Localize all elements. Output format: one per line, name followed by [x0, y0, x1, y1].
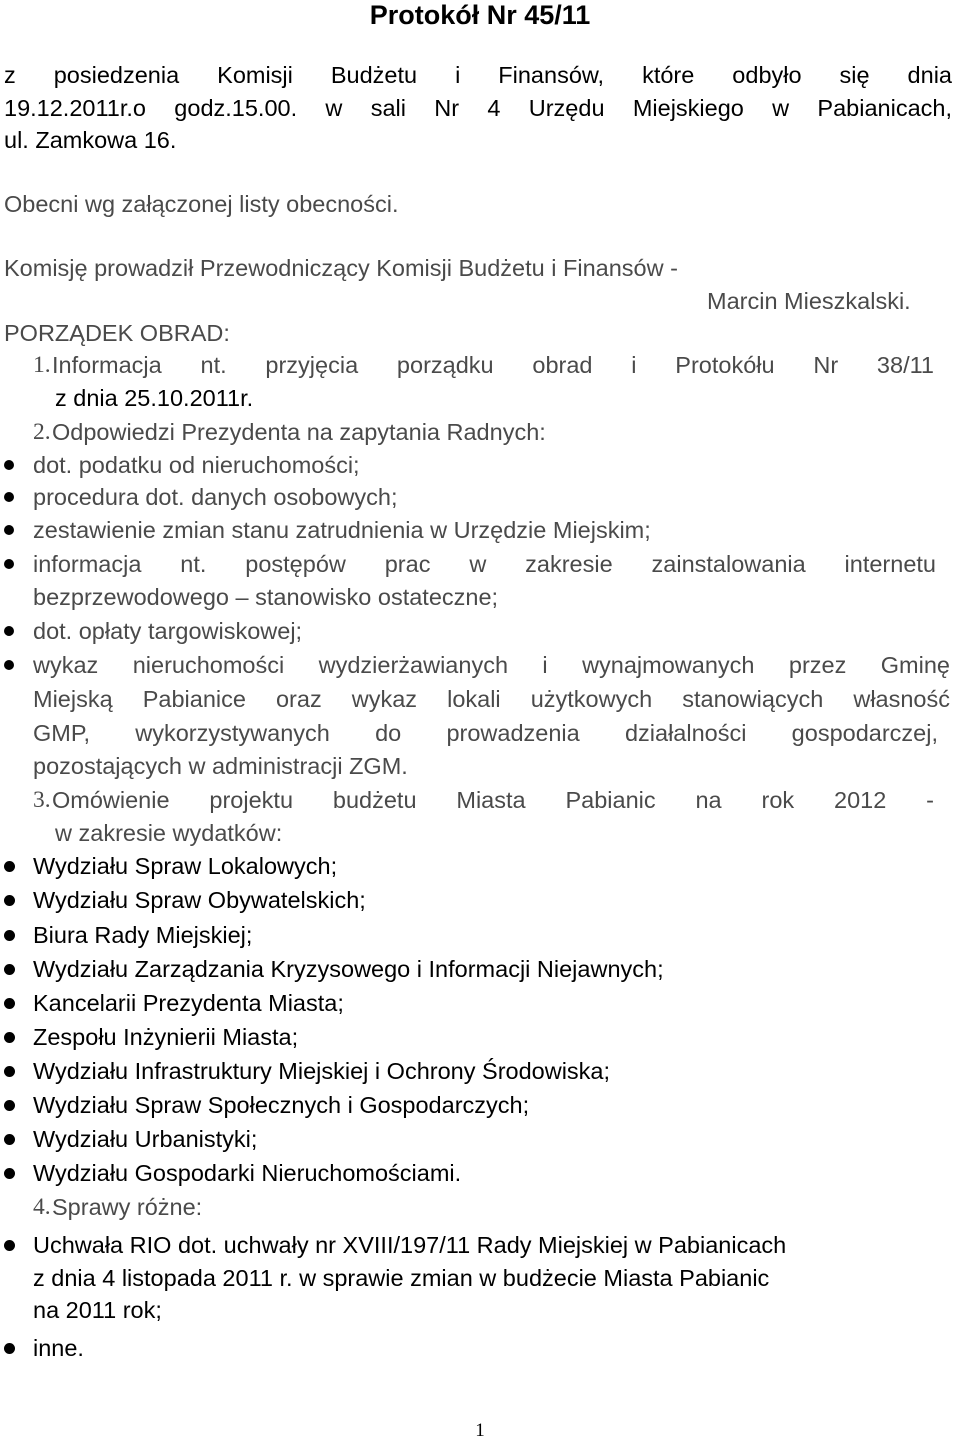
bullet-icon	[4, 660, 14, 670]
bullet-icon	[4, 1168, 15, 1179]
item-3-bullet-7: Wydziału Infrastruktury Miejskiej i Ochrony Środowiska;	[33, 1058, 611, 1084]
item-1-number: 1.	[33, 352, 51, 378]
intro-line-3: ul. Zamkowa 16.	[4, 127, 177, 153]
item-3-line-1: Omówienie projektu budżetu Miasta Pabianic na rok 2012 -	[52, 787, 934, 813]
item-2-bullet-4-line-1: informacja nt. postępów prac w zakresie zainstalowania internetu	[33, 551, 936, 577]
page-title: Protokół Nr 45/11	[369, 0, 591, 30]
item-4-bullet-1-line-3: na 2011 rok;	[33, 1297, 162, 1323]
item-2-bullet-2: procedura dot. danych osobowych;	[33, 484, 398, 510]
item-3-bullet-9: Wydziału Urbanistyki;	[33, 1126, 258, 1152]
bullet-icon	[4, 525, 14, 535]
chair-name: Marcin Mieszkalski.	[707, 288, 911, 314]
item-3-line-2: w zakresie wydatków:	[55, 820, 283, 846]
item-3-bullet-8: Wydziału Spraw Społecznych i Gospodarczych;	[33, 1092, 530, 1118]
intro-line-1: z posiedzenia Komisji Budżetu i Finansów, które odbyło się dnia	[4, 62, 952, 88]
bullet-icon	[4, 1066, 15, 1077]
item-2-bullet-1: dot. podatku od nieruchomości;	[33, 452, 360, 478]
item-4-heading: Sprawy różne:	[52, 1194, 203, 1220]
item-2-bullet-6-line-2: Miejską Pabianice oraz wykaz lokali użytkowych stanowiących własność	[33, 686, 950, 712]
item-4-bullet-1-line-1: Uchwała RIO dot. uchwały nr XVIII/197/11 Rady Miejskiej w Pabianicach	[33, 1232, 787, 1258]
item-2-heading: Odpowiedzi Prezydenta na zapytania Radnych:	[52, 419, 546, 445]
bullet-icon	[4, 861, 15, 872]
item-2-bullet-6-line-1: wykaz nieruchomości wydzierżawianych i wynajmowanych przez Gminę	[33, 652, 950, 678]
item-4-bullet-2: inne.	[33, 1335, 84, 1361]
item-2-bullet-6-line-3: GMP, wykorzystywanych do prowadzenia działalności gospodarczej,	[33, 720, 938, 746]
item-2-bullet-4-line-2: bezprzewodowego – stanowisko ostateczne;	[33, 584, 499, 610]
item-1-line-1: Informacja nt. przyjęcia porządku obrad i Protokółu Nr 38/11	[52, 352, 934, 378]
bullet-icon	[4, 460, 14, 470]
bullet-icon	[4, 1032, 15, 1043]
chair-line-1: Komisję prowadził Przewodniczący Komisji Budżetu i Finansów -	[4, 255, 678, 281]
item-3-bullet-5: Kancelarii Prezydenta Miasta;	[33, 990, 344, 1016]
intro-line-2: 19.12.2011r.o godz.15.00. w sali Nr 4 Urzędu Miejskiego w Pabianicach,	[4, 95, 952, 121]
item-3-bullet-6: Zespołu Inżynierii Miasta;	[33, 1024, 299, 1050]
bullet-icon	[4, 626, 14, 636]
bullet-icon	[4, 964, 15, 975]
bullet-icon	[4, 998, 15, 1009]
bullet-icon	[4, 1100, 15, 1111]
item-2-bullet-5: dot. opłaty targowiskowej;	[33, 618, 303, 644]
item-3-number: 3.	[33, 787, 51, 813]
item-3-bullet-10: Wydziału Gospodarki Nieruchomościami.	[33, 1160, 462, 1186]
item-3-bullet-4: Wydziału Zarządzania Kryzysowego i Informacji Niejawnych;	[33, 956, 664, 982]
bullet-icon	[4, 492, 14, 502]
item-4-bullet-1-line-2: z dnia 4 listopada 2011 r. w sprawie zmian w budżecie Miasta Pabianic	[33, 1265, 770, 1291]
item-2-bullet-6-line-4: pozostających w administracji ZGM.	[33, 753, 408, 779]
bullet-icon	[4, 1134, 15, 1145]
item-3-bullet-3: Biura Rady Miejskiej;	[33, 922, 253, 948]
page-number: 1	[475, 1420, 485, 1441]
attendance-note: Obecni wg załączonej listy obecności.	[4, 191, 399, 217]
item-2-bullet-3: zestawienie zmian stanu zatrudnienia w Urzędzie Miejskim;	[33, 517, 651, 543]
bullet-icon	[4, 895, 15, 906]
bullet-icon	[4, 930, 15, 941]
item-3-bullet-2: Wydziału Spraw Obywatelskich;	[33, 887, 366, 913]
item-3-bullet-1: Wydziału Spraw Lokalowych;	[33, 853, 338, 879]
bullet-icon	[4, 1343, 15, 1354]
agenda-heading: PORZĄDEK OBRAD:	[4, 320, 230, 346]
item-1-line-2: z dnia 25.10.2011r.	[55, 385, 254, 411]
bullet-icon	[4, 559, 14, 569]
bullet-icon	[4, 1240, 15, 1251]
item-4-number: 4.	[33, 1194, 51, 1220]
item-2-number: 2.	[33, 419, 51, 445]
